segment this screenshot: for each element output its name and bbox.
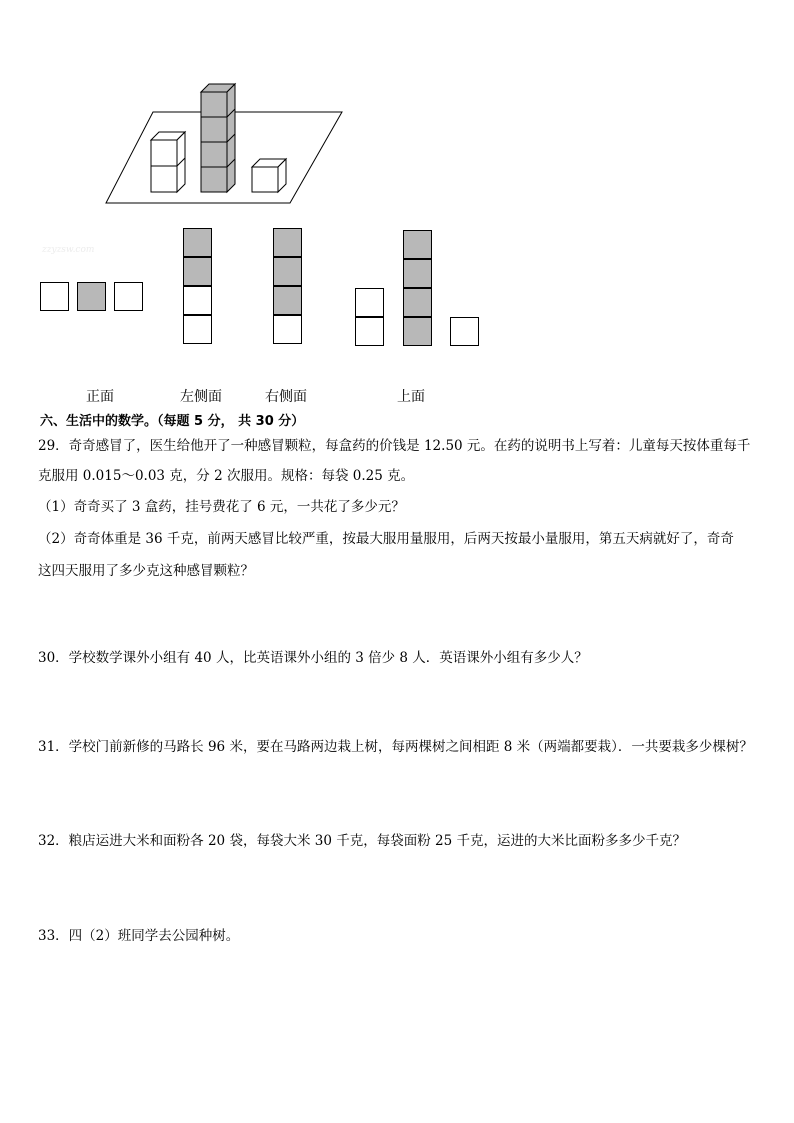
problem-29-question-1: （1）奇奇买了 3 盒药，挂号费花了 6 元，一共花了多少元？ [38,499,405,515]
section-heading: 六、生活中的数学。（每题 5 分， 共 30 分） [40,414,305,429]
view-cell [403,259,432,288]
cube-single [252,159,286,192]
view-cell [77,282,106,311]
problem-31: 31．学校门前新修的马路长 96 米，要在马路两边栽上树，每两棵树之间相距 8 米（两端都要栽）．一共要栽多少棵树？ [38,739,753,755]
problem-29-line-1: 29．奇奇感冒了，医生给他开了一种感冒颗粒，每盒药的价钱是 12.50 元。在药的说明书上写着：儿童每天按体重每千 [38,438,751,454]
watermark-text: zzyzsw.com [42,245,95,255]
view-cell [183,315,212,344]
view-cell [403,230,432,259]
cube-stack-tall [201,84,235,192]
view-cell [183,228,212,257]
problem-29-line-2: 克服用 0.015～0.03 克，分 2 次服用。规格：每袋 0.25 克。 [38,468,415,484]
view-cell [273,228,302,257]
view-cell [114,282,143,311]
view-label-right: 右侧面 [265,389,307,405]
problem-33: 33．四（2）班同学去公园种树。 [38,928,240,944]
problem-29-question-2-line-2: 这四天服用了多少克这种感冒颗粒？ [38,563,254,579]
view-cell [183,257,212,286]
view-cell [355,288,384,317]
problem-32: 32．粮店运进大米和面粉各 20 袋，每袋大米 30 千克，每袋面粉 25 千克，运进的大米比面粉多多少千克？ [38,833,686,849]
view-label-top: 上面 [397,389,425,405]
view-cell [183,286,212,315]
view-cell [403,288,432,317]
view-label-front: 正面 [86,389,114,405]
view-cell [450,317,479,346]
view-label-left: 左侧面 [180,389,222,405]
view-cell [273,286,302,315]
view-cell [403,317,432,346]
view-cell [273,315,302,344]
cube-stack-left [151,132,185,192]
problem-30: 30．学校数学课外小组有 40 人，比英语课外小组的 3 倍少 8 人．英语课外小组有多少人？ [38,650,588,666]
cube-stack-figure [100,80,350,210]
view-cell [355,317,384,346]
view-cell [40,282,69,311]
view-cell [273,257,302,286]
problem-29-question-2-line-1: （2）奇奇体重是 36 千克，前两天感冒比较严重，按最大服用量服用，后两天按最小量服用，第五天病就好了，奇奇 [38,531,734,547]
